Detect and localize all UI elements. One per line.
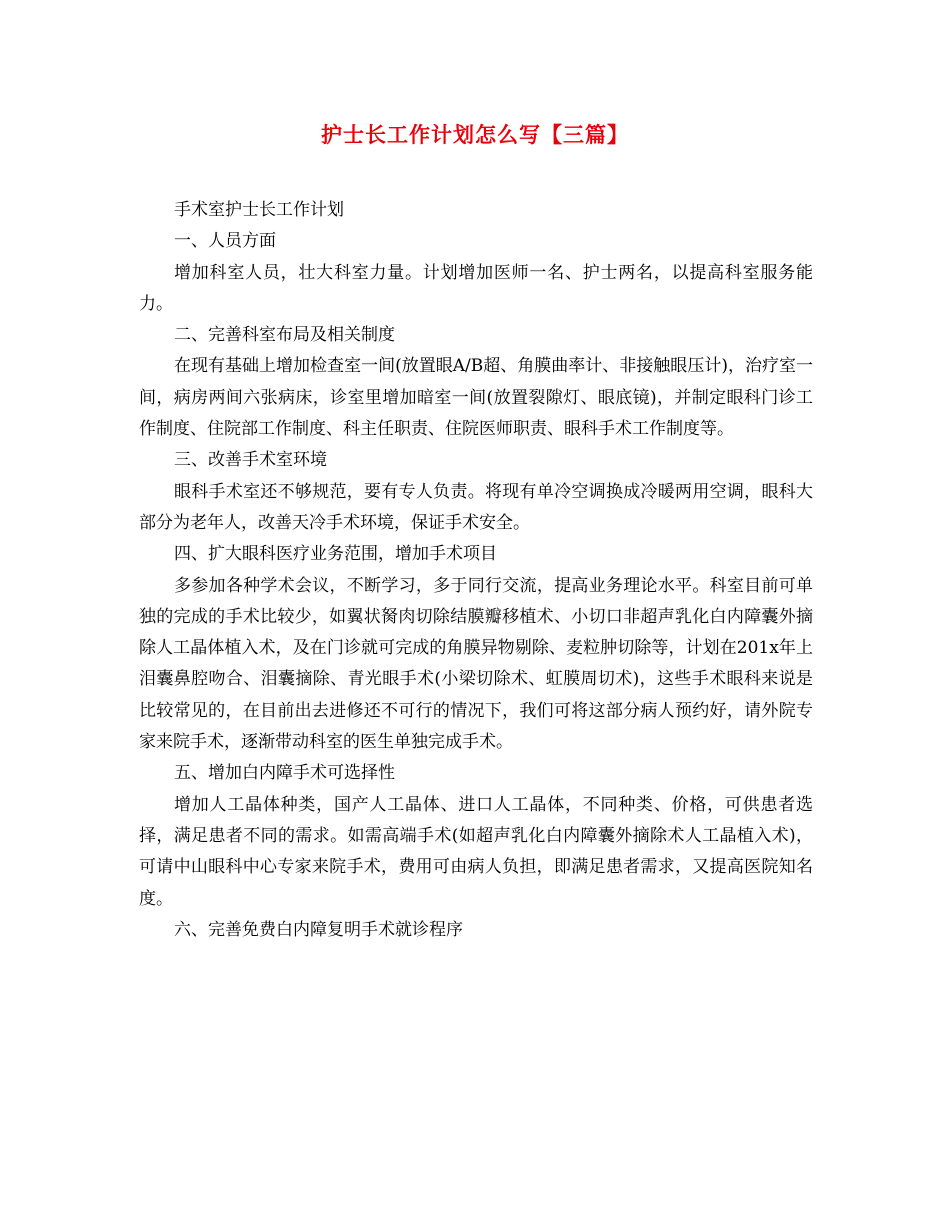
section-heading-3: 三、改善手术室环境 xyxy=(174,450,327,471)
section-heading-6: 六、完善免费白内障复明手术就诊程序 xyxy=(174,919,463,940)
section-heading-2: 二、完善科室布局及相关制度 xyxy=(174,325,395,346)
document-body xyxy=(139,195,813,946)
paragraph-5: 增加人工晶体种类，国产人工晶体、进口人工晶体，不同种类、价格，可供患者选择，满足患者不同的需求。如需高端手术(如超声乳化白内障囊外摘除术人工晶植入术)，可请中山眼科中心专家来院手术，费用可由病人负担，即满足患者需求，又提高医院知名度。 xyxy=(139,794,813,909)
paragraph-3: 眼科手术室还不够规范，要有专人负责。将现有单冷空调换成冷暖两用空调，眼科大部分为老年人，改善天冷手术环境，保证手术安全。 xyxy=(139,481,813,533)
paragraph-2: 在现有基础上增加检查室一间(放置眼A/B超、角膜曲率计、非接触眼压计)，治疗室一间，病房两间六张病床，诊室里增加暗室一间(放置裂隙灯、眼底镜)，并制定眼科门诊工作制度、住院部工作制度、科主任职责、住院医师职责、眼科手术工作制度等。 xyxy=(139,356,813,440)
document-title: 护士长工作计划怎么写【三篇】 xyxy=(321,122,629,147)
section-heading-plan: 手术室护士长工作计划 xyxy=(174,200,344,220)
section-heading-1: 一、人员方面 xyxy=(174,231,276,252)
section-heading-5: 五、增加白内障手术可选择性 xyxy=(174,763,395,784)
paragraph-1: 增加科室人员，壮大科室力量。计划增加医师一名、护士两名，以提高科室服务能力。 xyxy=(139,262,813,314)
section-heading-4: 四、扩大眼科医疗业务范围，增加手术项目 xyxy=(174,544,497,565)
paragraph-4: 多参加各种学术会议，不断学习，多于同行交流，提高业务理论水平。科室目前可单独的完成的手术比较少，如翼状胬肉切除结膜瓣移植术、小切口非超声乳化白内障囊外摘除人工晶体植入术，及在门诊就可完成的角膜异物剔除、麦粒肿切除等，计划在201x年上泪囊鼻腔吻合、泪囊摘除、青光眼手术(小梁切除术、虹膜周切术)，这些手术眼科来说是比较常见的，在目前出去进修还不可行的情况下，我们可将这部分病人预约好，请外院专家来院手术，逐渐带动科室的医生单独完成手术。 xyxy=(139,575,813,753)
